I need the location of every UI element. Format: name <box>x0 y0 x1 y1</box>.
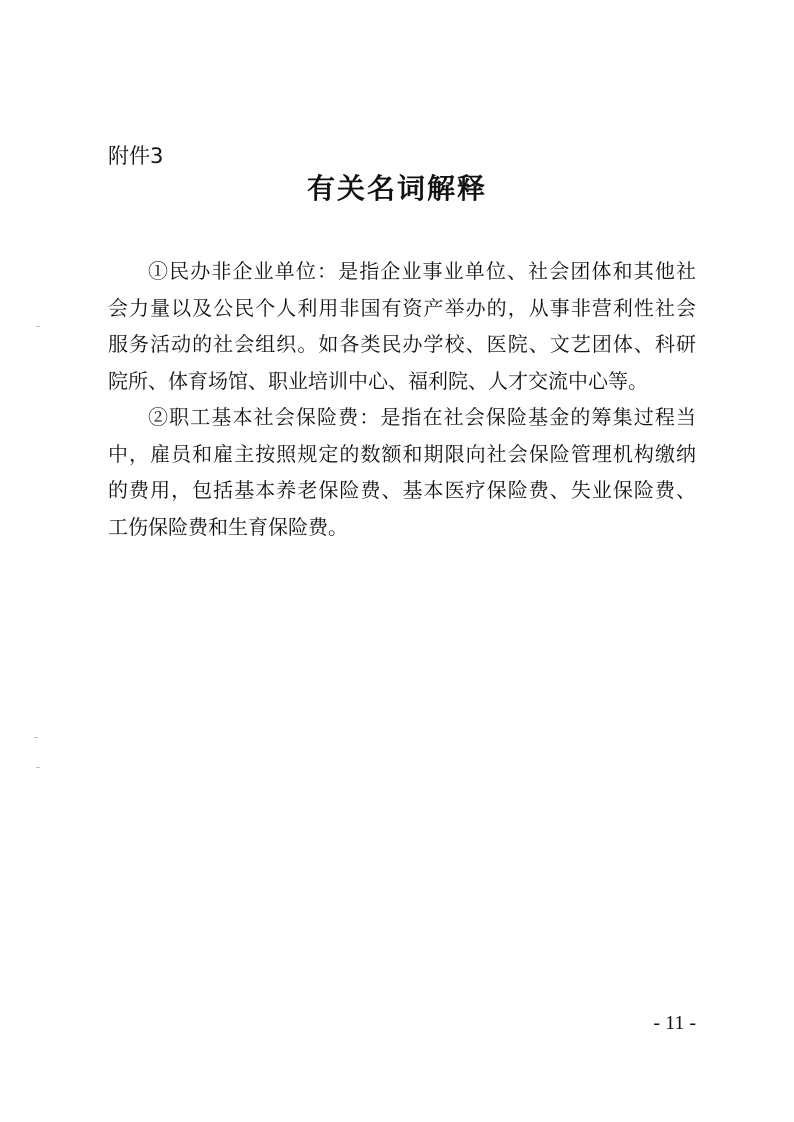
scan-speck <box>36 767 40 768</box>
paragraph-1-line-4: 院所、体育场馆、职业培训中心、福利院、人才交流中心等。 <box>108 368 648 393</box>
document-body <box>108 253 696 545</box>
paragraph-2-line-1: ②职工基本社会保险费：是指在社会保险基金的筹集过程当 <box>148 405 696 429</box>
paragraph-2-line-2: 中，雇员和雇主按照规定的数额和期限向社会保险管理机构缴纳 <box>108 441 696 466</box>
paragraph-2-line-3: 的费用，包括基本养老保险费、基本医疗保险费、失业保险费、 <box>108 478 696 502</box>
scan-speck <box>34 737 38 738</box>
document-title: 有关名词解释 <box>306 172 487 205</box>
page-number: - 11 - <box>653 1012 696 1034</box>
paragraph-1-line-3: 服务活动的社会组织。如各类民办学校、医院、文艺团体、科研 <box>108 332 696 356</box>
paragraph-1-line-2: 会力量以及公民个人利用非国有资产举办的，从事非营利性社会 <box>108 295 696 320</box>
scan-speck <box>36 326 40 327</box>
paragraph-1-line-1: ①民办非企业单位：是指企业事业单位、社会团体和其他社 <box>148 259 696 283</box>
paragraph-2-line-4: 工伤保险费和生育保险费。 <box>108 514 348 539</box>
attachment-label: 附件3 <box>108 144 164 168</box>
